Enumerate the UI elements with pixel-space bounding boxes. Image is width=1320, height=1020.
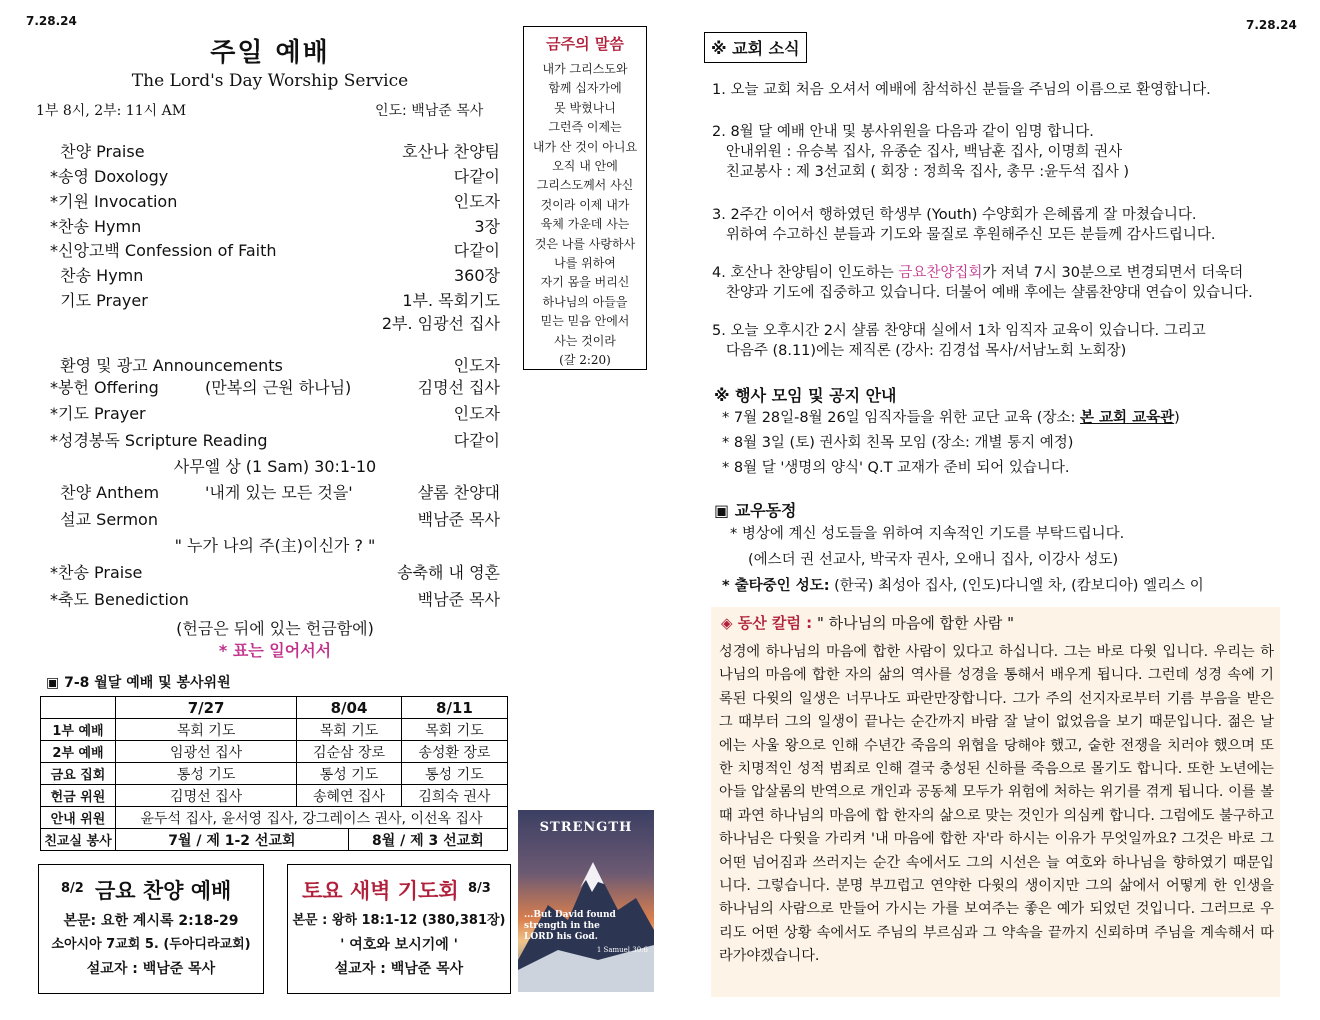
friday-preacher: 설교자 : 백남준 목사 bbox=[86, 961, 216, 977]
table-cell: 목회 기도 bbox=[401, 719, 507, 741]
table-row bbox=[41, 719, 508, 741]
order-row: *봉헌 Offering (만복의 근원 하나님) 김명선 집사 bbox=[50, 378, 500, 397]
page-subtitle: The Lord's Day Worship Service bbox=[131, 71, 409, 91]
stand-note: * 표는 일어서서 bbox=[218, 641, 332, 660]
saturday-preacher: 설교자 : 백남준 목사 bbox=[334, 961, 464, 977]
order-row: *기원 Invocation 인도자 bbox=[50, 192, 500, 211]
duty-heading: ▣ 7-8 월달 예배 및 봉사위원 bbox=[46, 675, 231, 691]
order-row: *축도 Benediction 백남준 목사 bbox=[50, 590, 500, 609]
friday-text: 본문: 요한 계시록 2:18-29 bbox=[63, 913, 239, 929]
table-cell: 임광선 집사 bbox=[116, 741, 297, 763]
table-cell: 목회 기도 bbox=[116, 719, 297, 741]
friday-text: 소아시아 7교회 5. (두아디라교회) bbox=[51, 937, 251, 952]
date-header: 7/27 bbox=[116, 697, 297, 719]
news-item-2: 2. 8월 달 예배 안내 및 봉사위원을 다음과 같이 임명 합니다. 안내위원 : 유승복 집사, 유종순 집사, 백남훈 집사, 이명희 권사 친교봉사 : 제 3선교회 ( 회장 : 정희욱 집사, 총무 :윤두석 집사 ) bbox=[712, 124, 1130, 180]
left-date: 7.28.24 bbox=[26, 14, 77, 28]
table-cell: 통성 기도 bbox=[116, 763, 297, 785]
date-header: 8/11 bbox=[401, 697, 507, 719]
column-label: ◈ 동산 칼럼 : bbox=[721, 614, 813, 632]
date-header: 8/04 bbox=[297, 697, 402, 719]
image-word: STRENGTH bbox=[539, 820, 633, 835]
news-item-1: 1. 오늘 교회 처음 오셔서 예배에 참석하신 분들을 주님의 이름으로 환영합니다. bbox=[712, 82, 1211, 98]
table-cell: 8월 / 제 3 선교회 bbox=[348, 829, 507, 851]
verse-line: 것이라 이제 내가 bbox=[540, 197, 630, 212]
service-leader: 인도: 백남준 목사 bbox=[375, 103, 484, 119]
saturday-text: ' 여호와 보시기에 ' bbox=[340, 937, 458, 953]
order-row: 설교 Sermon 백남준 목사 bbox=[50, 510, 500, 529]
table-cell: 통성 기도 bbox=[401, 763, 507, 785]
table-cell: 통성 기도 bbox=[297, 763, 402, 785]
news-item-5: 5. 오늘 오후시간 2시 샬롬 찬양대 실에서 1차 임직자 교육이 있습니다. 그리고 다음주 (8.11)에는 제직론 (강사: 김경섭 목사/서남노회 노회장) bbox=[712, 323, 1206, 359]
verse-line: 그런즉 이제는 bbox=[548, 120, 622, 135]
column-header bbox=[721, 612, 1014, 633]
duty-table bbox=[40, 696, 508, 851]
verse-line: 내가 산 것이 아니요 bbox=[532, 139, 638, 154]
order-row: 환영 및 광고 Announcements 인도자 bbox=[50, 356, 500, 375]
event-place: 본 교회 교육관 bbox=[1079, 410, 1175, 426]
order-row: *찬송 Hymn 3장 bbox=[50, 217, 500, 236]
event-item: * 8월 3일 (토) 권사회 친목 모임 (장소: 개별 통지 예정) bbox=[722, 435, 1074, 451]
news-item-3: 3. 2주간 이어서 행하였던 학생부 (Youth) 수양회가 은혜롭게 잘 마쳤습니다. 위하여 수고하신 분들과 기도와 물질로 후원해주신 모든 분들께 감사드립니다. bbox=[712, 207, 1216, 243]
verse-line: 그리스도께서 사신 bbox=[536, 178, 634, 193]
friday-date: 8/2 bbox=[61, 881, 84, 896]
saturday-service-box bbox=[287, 864, 511, 994]
highlight-text: 금요찬양집회 bbox=[898, 265, 983, 281]
row-label: 2부 예배 bbox=[41, 741, 116, 763]
saturday-date: 8/3 bbox=[468, 881, 491, 896]
row-label: 1부 예배 bbox=[41, 719, 116, 741]
row-label: 헌금 위원 bbox=[41, 785, 116, 807]
order-row: 기도 Prayer 1부. 목회기도 bbox=[50, 291, 500, 310]
page-title: 주일 예배 bbox=[210, 38, 330, 68]
verse-line: 함께 십자가에 bbox=[548, 81, 622, 96]
order-row: *성경봉독 Scripture Reading 다같이 bbox=[50, 431, 500, 450]
saturday-text: 본문 : 왕하 18:1-12 (380,381장) bbox=[292, 913, 506, 928]
news-item-4: 4. 호산나 찬양팀이 인도하는 금요찬양집회가 저녁 7시 30분으로 변경되면서 더욱더 찬양과 기도에 집중하고 있습니다. 더불어 예배 후에는 샬롬찬양대 연습이 있습니다. bbox=[712, 265, 1253, 301]
order-row: *찬송 Praise 송축해 내 영혼 bbox=[50, 563, 500, 582]
column-title: " 하나님의 마음에 합한 사람 " bbox=[812, 614, 1014, 632]
order-row: 찬양 Praise 호산나 찬양팀 bbox=[50, 142, 500, 161]
offering-note: (헌금은 뒤에 있는 헌금함에) bbox=[176, 619, 374, 638]
order-row: *신앙고백 Confession of Faith 다같이 bbox=[50, 241, 500, 260]
order-row: 찬양 Anthem '내게 있는 모든 것을' 샬롬 찬양대 bbox=[50, 483, 500, 502]
service-times: 1부 8시, 2부: 11시 AM bbox=[36, 103, 187, 119]
verse-line: 사는 것이라 bbox=[554, 333, 616, 348]
table-cell: 송혜연 집사 bbox=[297, 785, 402, 807]
table-row bbox=[41, 807, 508, 829]
verse-title: 금주의 말씀 bbox=[546, 35, 624, 53]
table-row bbox=[41, 763, 508, 785]
row-label: 금요 집회 bbox=[41, 763, 116, 785]
order-row: 2부. 임광선 집사 bbox=[381, 314, 500, 333]
column-body: 성경에 하나님의 마음에 합한 사람이 있다고 하십니다. 그는 바로 다윗 입니다. 우리는 하나님의 마음에 합한 자의 삶의 역사를 성경을 통해서 배우게 됩니다. 그런데 성경 속에 기록된 다윗의 일생은 너무나도 파란만장합니다. 그가 주의 선지자로부터 기름 부음을 받은 그 때부터 그의 일생이 끝나는 순간까지 바람 잘 날이 없었음을 보기 때문입니다. 젊은 날에는 사울 왕으로 인해 수년간 죽음의 위협을 당해야 했고, 숱한 전쟁을 치러야 했으며 또한 치명적인 성적 범죄로 인해 결국 충성된 신하를 죽음으로 몰기도 합니다. 또한 노년에는 아들 압살롬의 반역으로 개인과 공동체 모두가 위험에 처하는 위기를 겪게 됩니다. 이를 볼 때 과연 하나님의 마음에 합 한자의 삶으로 맞는 것인가 의심케 합니다. 그럼에도 불구하고 하나님은 다윗을 가리켜 '내 마음에 합한 자'라 하시는 이유가 무엇일까요? 그것은 바로 그 어떤 넘어짐과 쓰러지는 순간 속에서도 그의 시선은 늘 여호와 하나님을 향하였기 때문입니다. 그렇습니다. 분명 부끄럽고 연약한 다윗의 생이지만 그의 삶에서 어떻게 한 인생을 하나님의 사람으로 만들어 가시는 가를 보여주는 좋은 예가 되었던 것입니다. 그러므로 우리도 어떤 상황 속에서도 주님의 부르심과 그 약속을 끝까지 신뢰하며 주님을 계속해서 따라가야겠습니다. bbox=[719, 644, 1274, 965]
verse-line: 못 박혔나니 bbox=[554, 100, 616, 115]
image-quote: ...But David found strength in the LORD his God. bbox=[524, 910, 616, 942]
weekly-verse bbox=[523, 26, 647, 370]
verse-line: 하나님의 아들을 bbox=[542, 294, 628, 309]
sermon-title: " 누가 나의 주(主)이신가 ? " bbox=[174, 536, 376, 555]
table-cell: 7월 / 제 1-2 선교회 bbox=[116, 829, 349, 851]
events-list: * 7월 28일-8월 26일 임직자들을 위한 교단 교육 (장소: 본 교회 교육관) * 8월 3일 (토) 권사회 친목 모임 (장소: 개별 통지 예정) * 8월 달 '생명의 양식' Q.T 교재가 준비 되어 있습니다. bbox=[722, 408, 1282, 478]
right-date: 7.28.24 bbox=[1246, 18, 1297, 32]
row-label: 친교실 봉사 bbox=[41, 829, 116, 851]
order-row: *송영 Doxology 다같이 bbox=[50, 167, 500, 186]
verse-line: 오직 내 안에 bbox=[552, 159, 618, 174]
order-row: 찬송 Hymn 360장 bbox=[50, 266, 500, 285]
table-cell: 김순삼 장로 bbox=[297, 741, 402, 763]
verse-reference: (갈 2:20) bbox=[559, 353, 611, 368]
order-row: *기도 Prayer 인도자 bbox=[50, 404, 500, 423]
verse-line: 나를 위하여 bbox=[554, 256, 616, 271]
table-cell: 김명선 집사 bbox=[116, 785, 297, 807]
members-heading: ▣ 교우동정 bbox=[714, 501, 797, 520]
verse-line: 자기 몸을 버리신 bbox=[540, 275, 630, 290]
scripture-reference: 사무엘 상 (1 Sam) 30:1-10 bbox=[173, 457, 377, 476]
mountain-illustration bbox=[518, 810, 654, 992]
event-item: * 8월 달 '생명의 양식' Q.T 교재가 준비 되어 있습니다. bbox=[722, 460, 1070, 476]
friday-title: 금요 찬양 예배 bbox=[95, 879, 232, 903]
table-row bbox=[41, 697, 508, 719]
table-row bbox=[41, 741, 508, 763]
news-heading: ※ 교회 소식 bbox=[704, 32, 807, 63]
verse-line: 믿는 믿음 안에서 bbox=[540, 314, 630, 329]
garden-column bbox=[711, 607, 1280, 997]
friday-service-box bbox=[38, 864, 264, 994]
table-row bbox=[41, 829, 508, 851]
image-reference: 1 Samuel 30:6 bbox=[596, 946, 648, 954]
verse-line: 육체 가운데 사는 bbox=[540, 217, 630, 232]
strength-image bbox=[518, 810, 654, 992]
row-label: 안내 위원 bbox=[41, 807, 116, 829]
table-cell: 김희숙 권사 bbox=[401, 785, 507, 807]
members-names: (에스더 권 선교사, 박국자 권사, 오애니 집사, 이강사 성도) bbox=[748, 552, 1119, 568]
table-cell: 목회 기도 bbox=[297, 719, 402, 741]
table-cell: 윤두석 집사, 윤서영 집사, 강그레이스 권사, 이선옥 집사 bbox=[116, 807, 508, 829]
members-traveling: * 출타중인 성도: (한국) 최성아 집사, (인도)다니엘 차, (캄보디아) 엘리스 이 bbox=[722, 578, 1204, 594]
table-cell: 송성환 장로 bbox=[401, 741, 507, 763]
table-row bbox=[41, 785, 508, 807]
members-prayer: * 병상에 계신 성도들을 위하여 지속적인 기도를 부탁드립니다. bbox=[730, 526, 1125, 542]
verse-line: 내가 그리스도와 bbox=[542, 62, 628, 76]
verse-line: 것은 나를 사랑하사 bbox=[534, 236, 636, 251]
events-heading: ※ 행사 모임 및 공지 안내 bbox=[714, 386, 897, 405]
saturday-title: 토요 새벽 기도회 bbox=[302, 879, 459, 903]
